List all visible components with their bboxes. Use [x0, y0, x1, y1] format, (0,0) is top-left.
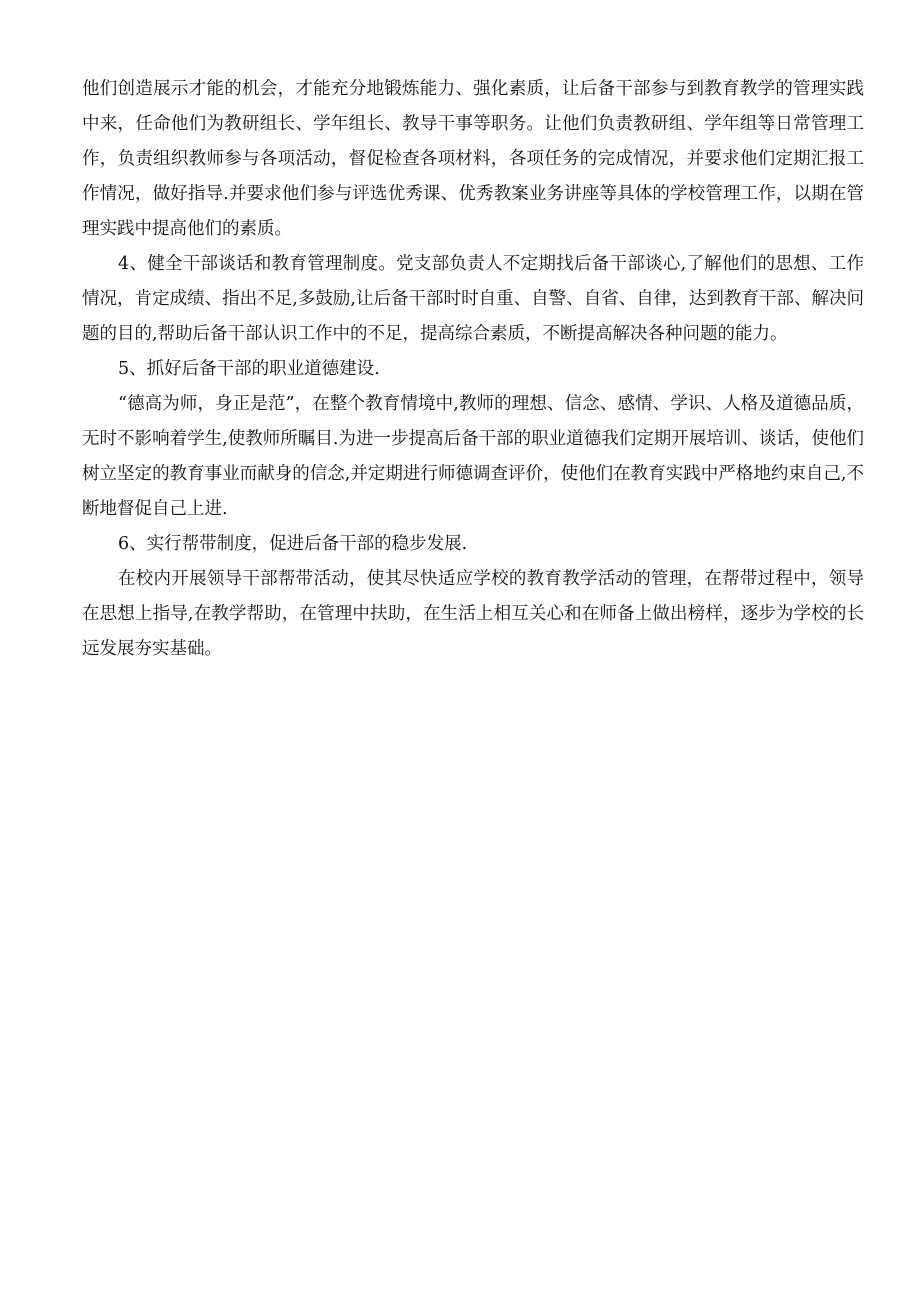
document-body — [82, 72, 864, 667]
paragraph-item-4: 4、健全干部谈话和教育管理制度。党支部负责人不定期找后备干部谈心,了解他们的思想、工作情况，肯定成绩、指出不足,多鼓励,让后备干部时时自重、自警、自省、自律，达到教育干部、解决问题的目的,帮助后备干部认识工作中的不足，提高综合素质，不断提高解决各种问题的能力。 — [82, 254, 864, 344]
paragraph-mentoring: 在校内开展领导干部帮带活动，使其尽快适应学校的教育教学活动的管理，在帮带过程中，领导在思想上指导,在教学帮助，在管理中扶助，在生活上相互关心和在师备上做出榜样，逐步为学校的长远发展夯实基础。 — [82, 569, 864, 659]
heading-item-5: 5、抓好后备干部的职业道德建设. — [118, 359, 380, 379]
heading-item-6: 6、实行帮带制度，促进后备干部的稳步发展. — [118, 534, 468, 554]
paragraph-continuation: 他们创造展示才能的机会，才能充分地锻炼能力、强化素质，让后备干部参与到教育教学的管理实践中来，任命他们为教研组长、学年组长、教导干事等职务。让他们负责教研组、学年组等日常管理工作，负责组织教师参与各项活动，督促检查各项材料，各项任务的完成情况，并要求他们定期汇报工作情况，做好指导.并要求他们参与评选优秀课、优秀教案业务讲座等具体的学校管理工作，以期在管理实践中提高他们的素质。 — [82, 79, 864, 239]
paragraph-ethics: “德高为师，身正是范”，在整个教育情境中,教师的理想、信念、感情、学识、人格及道德品质，无时不影响着学生,使教师所瞩目.为进一步提高后备干部的职业道德我们定期开展培训、谈话，使他们树立坚定的教育事业而献身的信念,并定期进行师德调查评价，使他们在教育实践中严格地约束自己,不断地督促自己上进. — [82, 394, 864, 519]
